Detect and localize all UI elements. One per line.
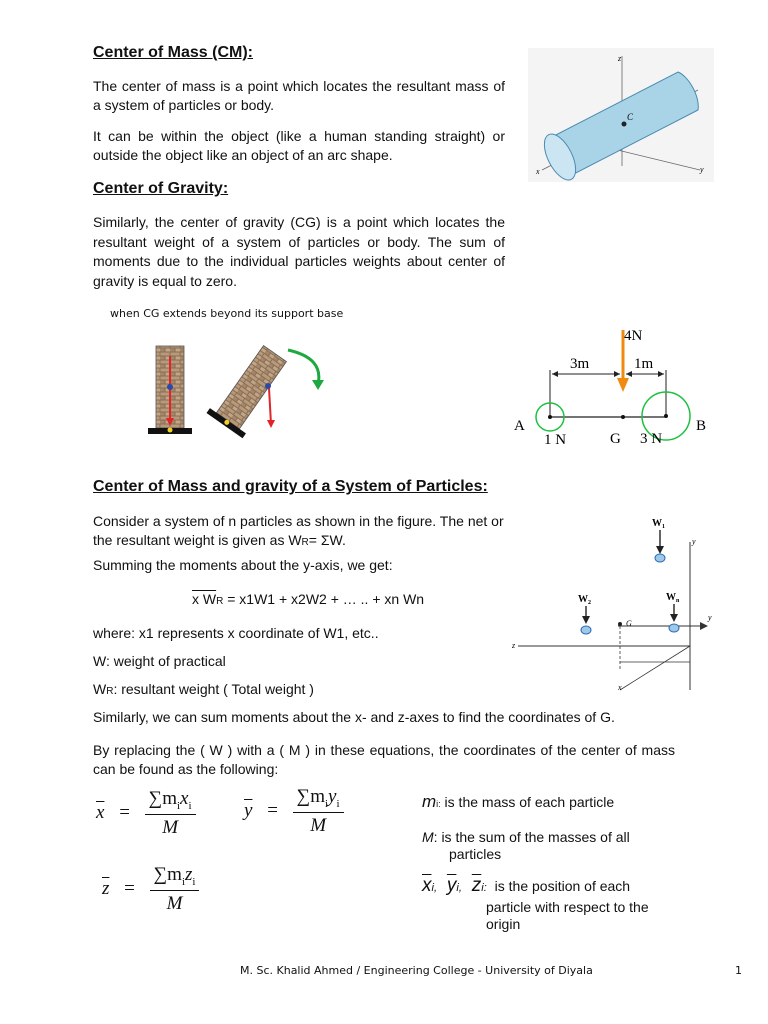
cylinder-axis-z: z [618, 54, 622, 63]
beam-label-g: G [610, 431, 621, 447]
particles-axis-x: x [618, 683, 622, 692]
beam-dist-3m: 3m [570, 356, 590, 372]
footer-author: M. Sc. Khalid Ahmed / Engineering College - University of Diyala [240, 964, 593, 977]
definition-m-line2: particles [449, 846, 502, 862]
system-paragraph-1: Consider a system of n particles as shown in the figure. The net or the resultant weight is given as WR= ΣW. [93, 513, 504, 548]
formula-z-bar: $\overline{z}$ = $\frac{\sum m_iz_i}{M}$ [102, 864, 199, 915]
cylinder-label-c: C [627, 112, 634, 122]
beam-label-b: B [696, 418, 707, 434]
formula-y-bar: $\overline{y}$ = $\frac{\sum m_iy_i}{M}$ [244, 786, 344, 837]
formula-x-bar: $\overline{x}$ = $\frac{\sum m_ix_i}{M}$ [96, 788, 196, 839]
particle-wn-label: $W_n$ [666, 592, 680, 604]
beam-dist-1m: 1m [634, 356, 654, 372]
heading-center-of-gravity: Center of Gravity: [93, 180, 229, 197]
particle-w2-label: $W_2$ [578, 594, 591, 606]
particles-axis-y: y [692, 537, 696, 546]
heading-center-of-mass: Center of Mass (CM): [93, 44, 254, 61]
brick-wall-figure [140, 336, 340, 441]
cylinder-axis-y: y [700, 165, 704, 174]
definition-position-line2: particle with respect to the [486, 899, 649, 915]
particles-axis-z: z [512, 641, 516, 650]
definition-position-line3: origin [486, 916, 521, 932]
system-paragraph-3: Similarly, we can sum moments about the x- and z-axes to find the coordinates of G. [93, 709, 615, 725]
particles-axis-y2: y [708, 613, 712, 622]
cm-paragraph-2: It can be within the object (like a human standing straight) or outside the object like an object of an arc shape. [93, 128, 505, 163]
definition-position: $\overline{x}i$, $\overline{y}i$, $\overline{z}i$: is the position of each [422, 875, 631, 896]
particles-label-g: G [626, 619, 632, 628]
cg-figure-caption: when CG extends beyond its support base [110, 307, 344, 320]
beam-figure [508, 322, 720, 452]
cylinder-figure [528, 48, 714, 182]
beam-label-a: A [514, 418, 525, 434]
beam-label-3n: 3 N [640, 431, 663, 447]
cylinder-axis-x: x [536, 167, 540, 176]
cm-paragraph-1: The center of mass is a point which locates the resultant mass of a system of particles or body. [93, 78, 505, 113]
beam-label-1n: 1 N [544, 432, 567, 448]
page-number: 1 [735, 964, 742, 977]
w-definition: W: weight of practical [93, 653, 226, 669]
cg-paragraph-1: Similarly, the center of gravity (CG) is a point which locates the resultant weight of a system of particles or body. The sum of moments due to the individual particles weights about center of gravity is equal to zero. [93, 214, 505, 289]
moment-equation: x WR = x1W1 + x2W2 + … .. + xn Wn [192, 591, 425, 607]
particles-figure [508, 512, 720, 694]
definition-m: M: is the sum of the masses of all [422, 829, 630, 845]
beam-force-label: 4N [624, 328, 643, 344]
system-paragraph-2: Summing the moments about the y-axis, we get: [93, 557, 393, 573]
system-paragraph-4: By replacing the ( W ) with a ( M ) in these equations, the coordinates of the center of mass can be found as the following: [93, 742, 675, 777]
where-line: where: x1 represents x coordinate of W1, etc.. [93, 625, 379, 641]
heading-system-of-particles: Center of Mass and gravity of a System of Particles: [93, 478, 488, 495]
particle-w1-label: $W_1$ [652, 518, 665, 530]
definition-mi: mi: is the mass of each particle [422, 792, 615, 811]
wr-definition: WR: resultant weight ( Total weight ) [93, 681, 314, 697]
